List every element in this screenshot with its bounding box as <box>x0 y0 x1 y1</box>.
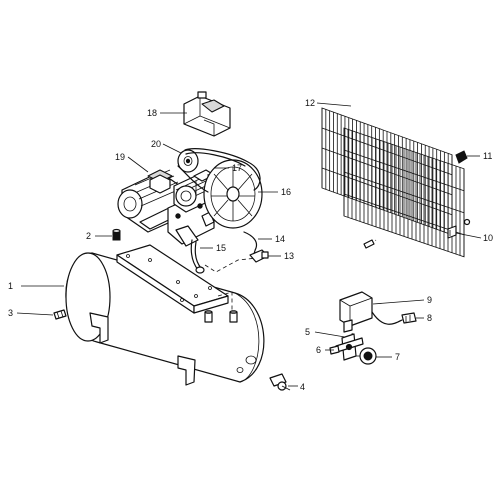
callout-15: 15 <box>216 243 227 253</box>
callout-6: 6 <box>316 345 322 355</box>
callout-18: 18 <box>147 108 158 118</box>
callout-20: 20 <box>151 139 162 149</box>
callout-1: 1 <box>8 281 14 291</box>
callout-13: 13 <box>284 251 295 261</box>
callout-12: 12 <box>305 98 316 108</box>
pressure-switch <box>340 292 372 332</box>
callout-10: 10 <box>483 233 494 243</box>
callout-5: 5 <box>305 327 311 337</box>
delivery-pipe <box>191 240 204 273</box>
grille-nut-11 <box>456 151 467 163</box>
belt-guard <box>184 92 230 136</box>
callout-8: 8 <box>427 313 433 323</box>
tank-fitting-left <box>205 311 212 323</box>
tank-foot-right <box>178 356 195 385</box>
callout-19: 19 <box>115 152 126 162</box>
power-cable <box>372 312 416 324</box>
callout-17: 17 <box>232 163 243 173</box>
assembly-line-pump <box>205 258 257 272</box>
callout-2: 2 <box>86 231 92 241</box>
pressure-gauge <box>356 348 376 364</box>
callout-9: 9 <box>427 295 433 305</box>
grille-screw <box>364 240 374 248</box>
plug-3 <box>54 310 66 319</box>
callout-3: 3 <box>8 308 14 318</box>
drain-tap <box>270 374 290 390</box>
check-valve <box>250 250 268 262</box>
callout-11: 11 <box>483 151 493 161</box>
tank-fitting-right <box>230 311 237 323</box>
callout-14: 14 <box>275 234 286 244</box>
drain-valve-2 <box>113 230 120 241</box>
callout-7: 7 <box>395 352 401 362</box>
protective-grille <box>322 108 464 257</box>
callout-16: 16 <box>281 187 292 197</box>
outlet-pipe <box>244 232 257 256</box>
callout-4: 4 <box>300 382 306 392</box>
